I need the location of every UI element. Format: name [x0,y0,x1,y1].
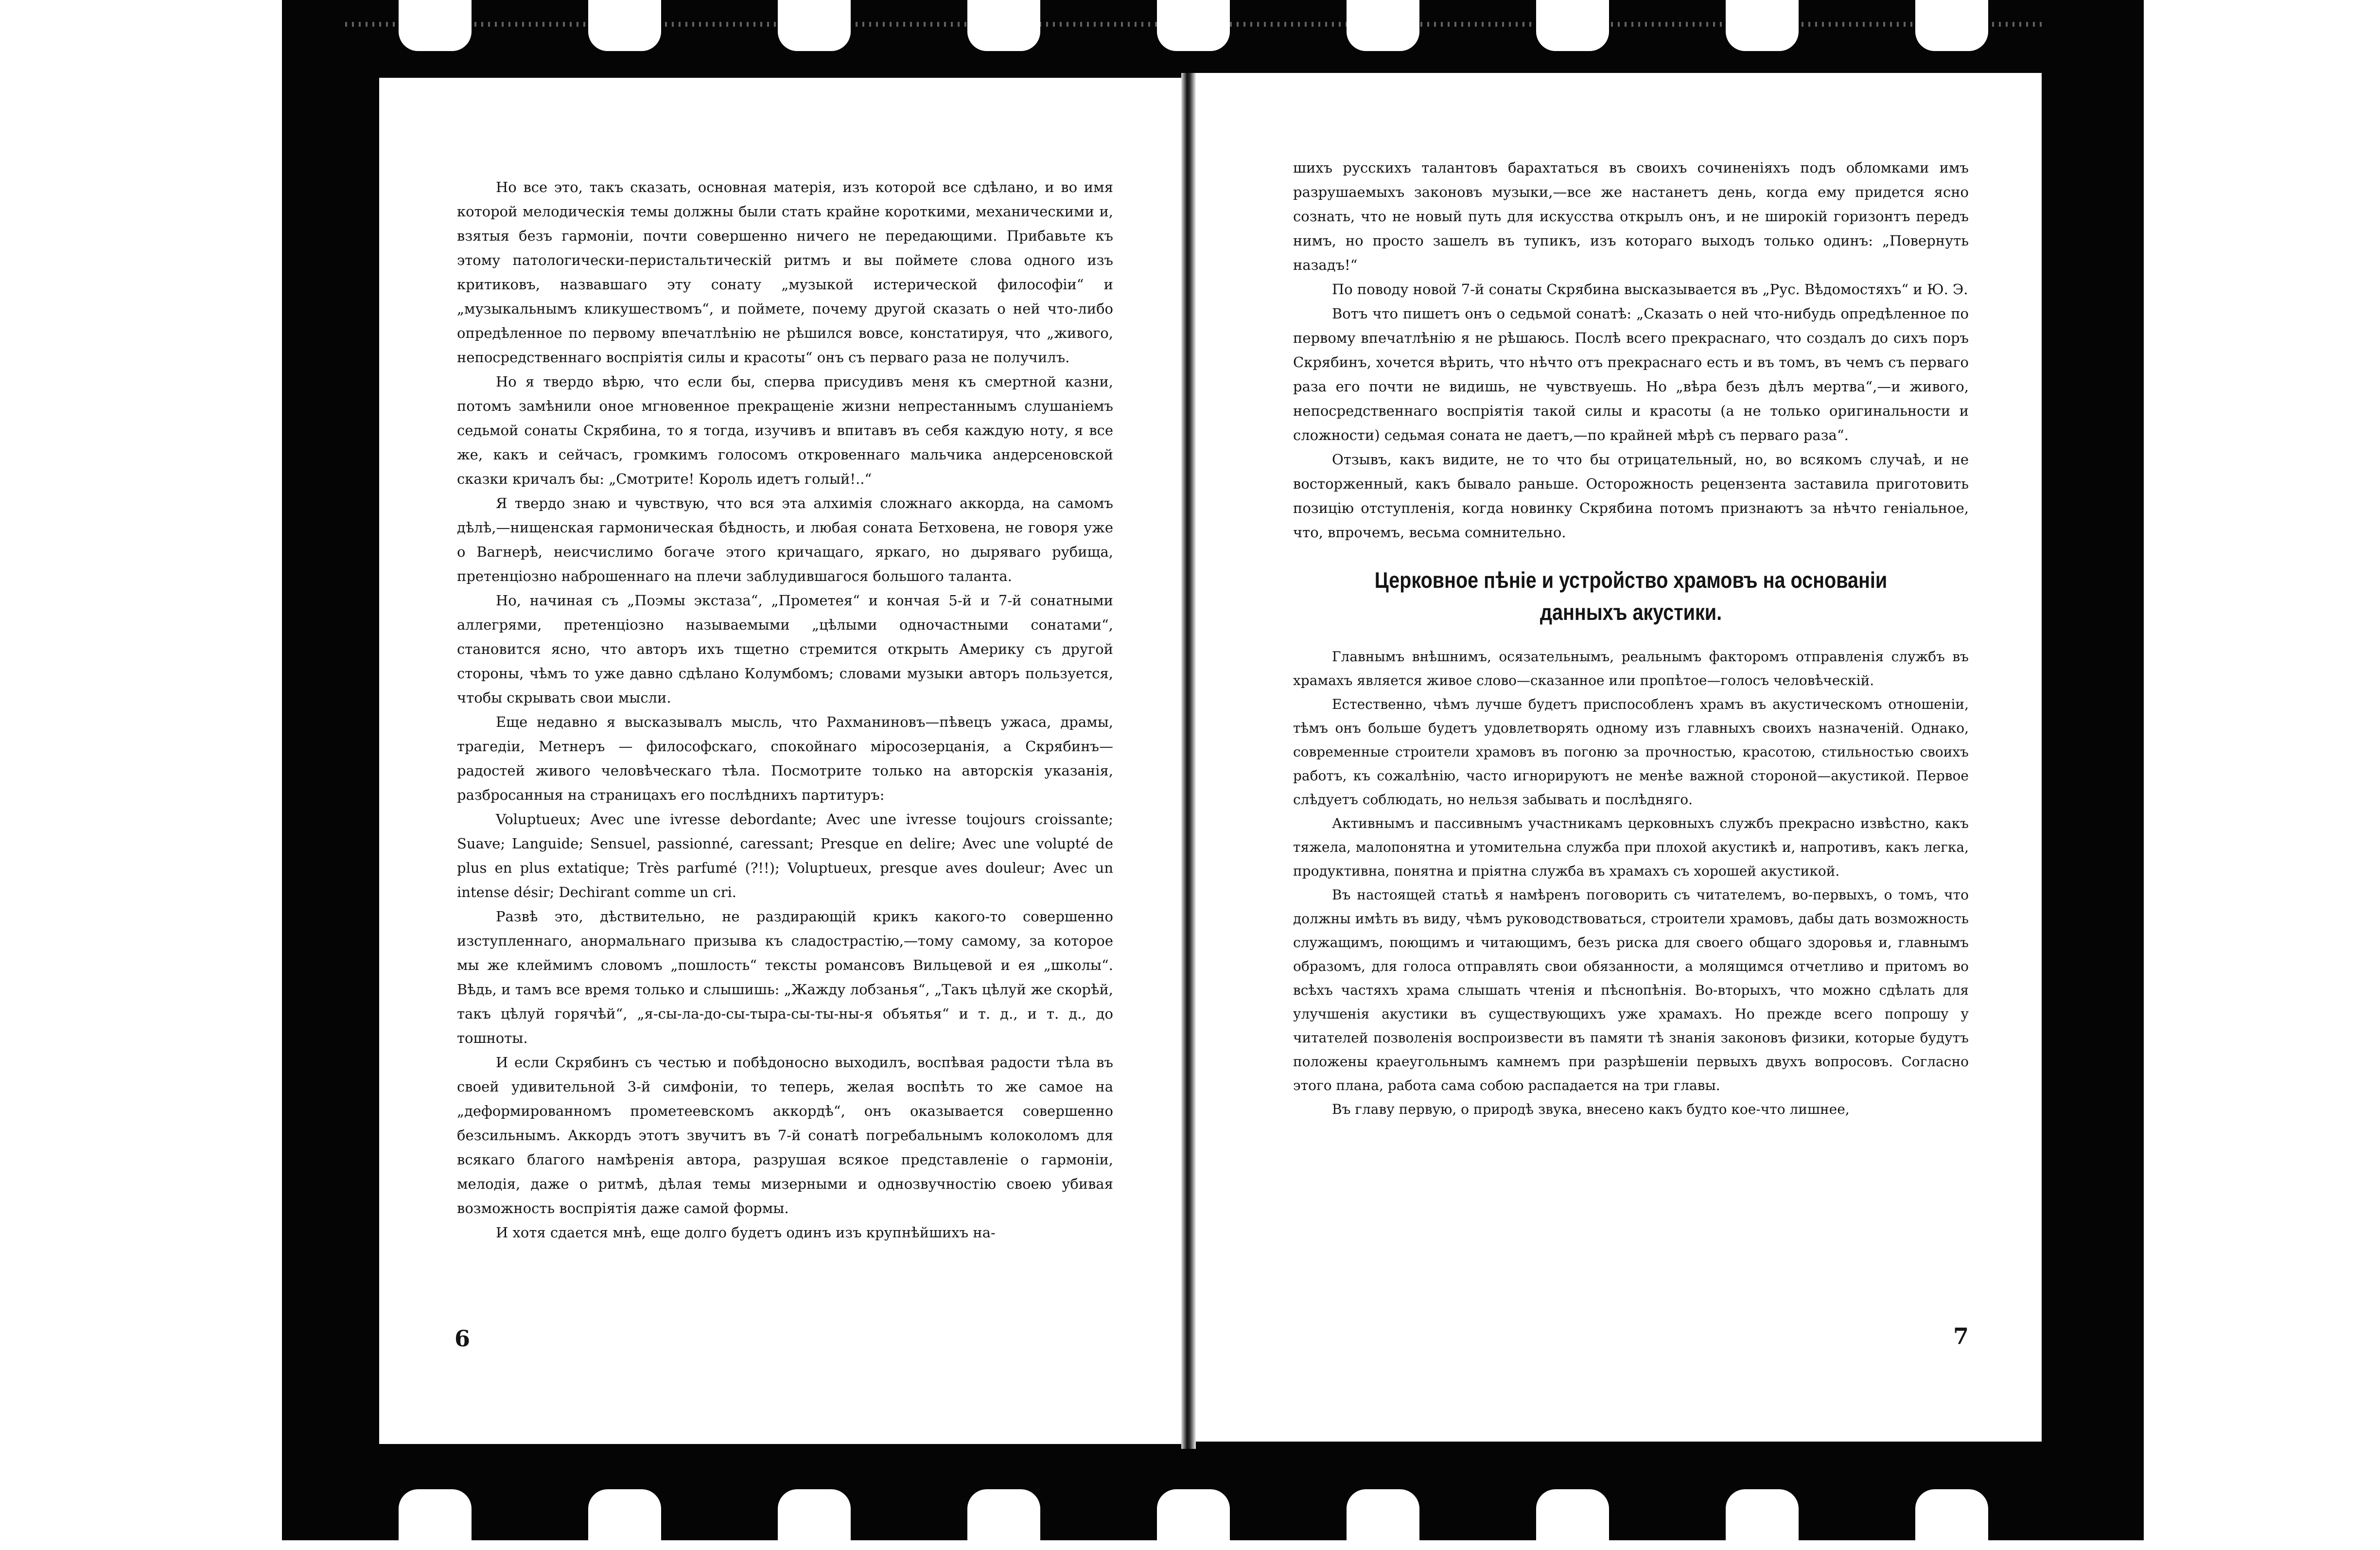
sprocket-hole [1726,1489,1799,1550]
sprocket-hole [967,1489,1040,1550]
sprocket-hole [1915,0,1988,51]
paragraph-quote: Voluptueux; Avec une ivresse debordante; Avec une ivresse toujours croissante; Suave; Languide; Sensuel, passionné, caressant; Presque en delire; Avec une volupté de plus en plus extatique; Très parfumé (?!!); Voluptueux, presque aves douleur; Avec un intense désir; Dechirant comme un cri. [457,811,1113,900]
left-page-text [457,175,1113,1245]
paragraph: Вотъ что пишетъ онъ о седьмой сонатѣ: „Сказать о ней что-нибудь опредѣленное по первому впечатлѣнію я не рѣшаюсь. Послѣ всего прекраснаго, что создалъ до сихъ поръ Скрябинъ, хочется вѣрить, что нѣчто отъ прекраснаго есть и въ томъ, въ чемъ съ перваго раза его почти не видишь, не чувствуешь. Но „вѣра безъ дѣлъ мертва“,—и живого, непосредственнаго воспріятія такой силы и красоты (а не только оригинальности и сложности) седьмая соната не даетъ,—по крайней мѣрѣ съ перваго раза“. [1293,305,1969,443]
sprocket-hole [1347,1489,1419,1550]
left-page [379,78,1181,1444]
sprocket-hole [1157,1489,1230,1550]
heading-line: данныхъ акустики. [1540,599,1722,625]
heading-line: Церковное пѣніе и устройство храмовъ на основаніи [1374,567,1888,593]
book-gutter [1181,73,1196,1449]
paragraph: шихъ русскихъ талантовъ барахтаться въ своихъ сочиненіяхъ подъ обломками имъ разрушаемыхъ законовъ музыки,—все же настанетъ день, когда ему придется ясно сознать, что не новый путь для искусства открылъ онъ, и не широкій горизонтъ передъ нимъ, но просто зашелъ въ тупикъ, изъ котораго выходъ только одинъ: „Повернуть назадъ!“ [1293,159,1969,273]
sprocket-hole [1347,0,1419,51]
sprocket-hole [588,0,661,51]
sprocket-hole [1915,1489,1988,1550]
sprocket-hole [967,0,1040,51]
paragraph: Но, начиная съ „Поэмы экстаза“, „Прометея“ и кончая 5-й и 7-й сонатными аллегрями, претенціозно называемыми „цѣлыми одночастными сонатами“, становится ясно, что авторъ ихъ тщетно стремится открыть Америку съ другой стороны, чѣмъ то уже давно сдѣлано Колумбомъ; словами музыки авторъ пользуется, чтобы скрывать свои мысли. [457,592,1113,706]
sprocket-hole [399,1489,472,1550]
right-page-text [1293,156,1969,545]
paragraph: Но все это, такъ сказать, основная матерія, изъ которой все сдѣлано, и во имя которой мелодическія темы должны были стать крайне короткими, механическими и, взятыя безъ гармоніи, почти совершенно ничего не передающими. Прибавьте къ этому патологически-перистальтическій ритмъ и вы поймете слова одного изъ критиковъ, назвавшаго эту сонату „музыкой истерической философіи“ и „музыкальнымъ кликушествомъ“, и поймете, почему другой сказать о ней что-либо опредѣленное по первому впечатлѣнію не рѣшился вовсе, констатируя, что „живого, непосредственнаго воспріятія силы и красоты“ онъ съ перваго раза не получилъ. [457,179,1113,366]
article-heading [1340,564,1921,628]
paragraph: Активнымъ и пассивнымъ участникамъ церковныхъ службъ прекрасно извѣстно, какъ тяжела, малопонятна и утомительна служба при плохой акустикѣ и, напротивъ, какъ легка, продуктивна, понятна и пріятна служба въ храмахъ съ хорошей акустикой. [1293,815,1969,879]
sprocket-hole [1536,1489,1609,1550]
paragraph: По поводу новой 7-й сонаты Скрябина высказывается въ „Рус. Вѣдомостяхъ“ и Ю. Э. [1332,281,1968,298]
paragraph: Главнымъ внѣшнимъ, осязательнымъ, реальнымъ факторомъ отправленія службъ въ храмахъ является живое слово—сказанное или пропѣтое—голосъ человѣческій. [1293,649,1969,688]
page-number: 6 [455,1325,471,1352]
sprocket-hole [1536,0,1609,51]
paragraph: Но я твердо вѣрю, что если бы, сперва присудивъ меня къ смертной казни, потомъ замѣнили оное мгновенное прекращеніе жизни непрестаннымъ слушаніемъ седьмой сонаты Скрябина, то я тогда, изучивъ и впитавъ въ себя каждую ноту, я все же, какъ и сейчасъ, громкимъ голосомъ откровеннаго мальчика андерсеновской сказки кричалъ бы: „Смотрите! Король идетъ голый!..“ [457,373,1113,487]
sprocket-hole [399,0,472,51]
sprocket-hole [1157,0,1230,51]
paragraph: Развѣ это, дѣствительно, не раздирающій крикъ какого-то совершенно изступленнаго, анормальнаго призыва къ сладострастію,—тому самому, за которое мы же клеймимъ словомъ „пошлость“ тексты романсовъ Вильцевой и ея „школы“. Вѣдь, и тамъ все время только и слышишь: „Жажду лобзанья“, „Такъ цѣлуй же скорѣй, такъ цѣлуй горячѣй“, „я-сы-ла-до-сы-тыра-сы-ты-ны-я объятья“ и т. д., и т. д., до тошноты. [457,908,1113,1046]
paragraph: И хотя сдается мнѣ, еще долго будетъ одинъ изъ крупнѣйшихъ на- [496,1224,996,1241]
paragraph: Естественно, чѣмъ лучше будетъ приспособленъ храмъ въ акустическомъ отношеніи, тѣмъ онъ больше будетъ удовлетворять одному изъ главныхъ своихъ назначеній. Однако, современные строители храмовъ въ погоню за прочностью, красотою, стильностью своихъ работъ, къ сожалѣнію, часто игнорируютъ не менѣе важной стороной—акустикой. Первое слѣдуетъ соблюдать, но нельзя забывать и послѣдняго. [1293,696,1969,808]
paragraph: Въ главу первую, о природѣ звука, внесено какъ будто кое-что лишнее, [1332,1101,1850,1117]
right-page [1196,73,2042,1442]
article-text [1293,645,1969,1121]
sprocket-hole [1726,0,1799,51]
paragraph: Отзывъ, какъ видите, не то что бы отрицательный, но, во всякомъ случаѣ, и не восторженный, какъ бывало раньше. Осторожность рецензента заставила приготовить позицію отступленія, когда новинку Скрябина потомъ признаютъ за нѣчто геніальное, что, впрочемъ, весьма сомнительно. [1293,451,1969,541]
page-number: 7 [1953,1323,1969,1349]
paragraph: Я твердо знаю и чувствую, что вся эта алхимія сложнаго аккорда, на самомъ дѣлѣ,—нищенская гармоническая бѣдность, и любая соната Бетховена, не говоря уже о Вагнерѣ, неисчислимо богаче этого кричащаго, яркаго, но дыряваго рубища, претенціозно наброшеннаго на плечи заблудившагося большого таланта. [457,495,1113,584]
sprocket-hole [778,0,851,51]
paragraph: Еще недавно я высказывалъ мысль, что Рахманиновъ—пѣвецъ ужаса, драмы, трагедіи, Метнеръ — философскаго, спокойнаго міросозерцанія, а Скрябинъ—радостей живого человѣческаго тѣла. Посмотрите только на авторскія указанія, разбросанныя на страницахъ его послѣднихъ партитуръ: [457,714,1113,803]
sprocket-hole [588,1489,661,1550]
paragraph: И если Скрябинъ съ честью и побѣдоносно выходилъ, воспѣвая радости тѣла въ своей удивительной 3-й симфоніи, то теперь, желая воспѣть то же самое на „деформированномъ прометеевскомъ аккордѣ“, онъ оказывается совершенно безсильнымъ. Аккордъ этотъ звучитъ въ 7-й сонатѣ погребальнымъ колоколомъ для всякаго благого намѣренія автора, разрушая всякое представленіе о гармоніи, мелодія, даже о ритмѣ, дѣлая темы мизерными и однозвучностію своею убивая возможность воспріятія даже самой формы. [457,1054,1113,1216]
paragraph: Въ настоящей статьѣ я намѣренъ поговорить съ читателемъ, во-первыхъ, о томъ, что должны имѣть въ виду, чѣмъ руководствоваться, строители храмовъ, дабы дать возможность служащимъ, поющимъ и читающимъ, безъ риска для своего общаго здоровья и, главнымъ образомъ, для голоса отправлять свои обязанности, а молящимся отчетливо и притомъ во всѣхъ частяхъ храма слышать чтенія и пѣснопѣнія. Во-вторыхъ, что можно сдѣлать для улучшенія акустики въ существующихъ уже храмахъ. Но прежде всего попрошу у читателей позволенія воспроизвести въ памяти тѣ знанія законовъ физики, которые будутъ положены краеугольнымъ камнемъ при разрѣшеніи первыхъ двухъ вопросовъ. Согласно этого плана, работа сама собою распадается на три главы. [1293,887,1969,1093]
sprocket-hole [778,1489,851,1550]
